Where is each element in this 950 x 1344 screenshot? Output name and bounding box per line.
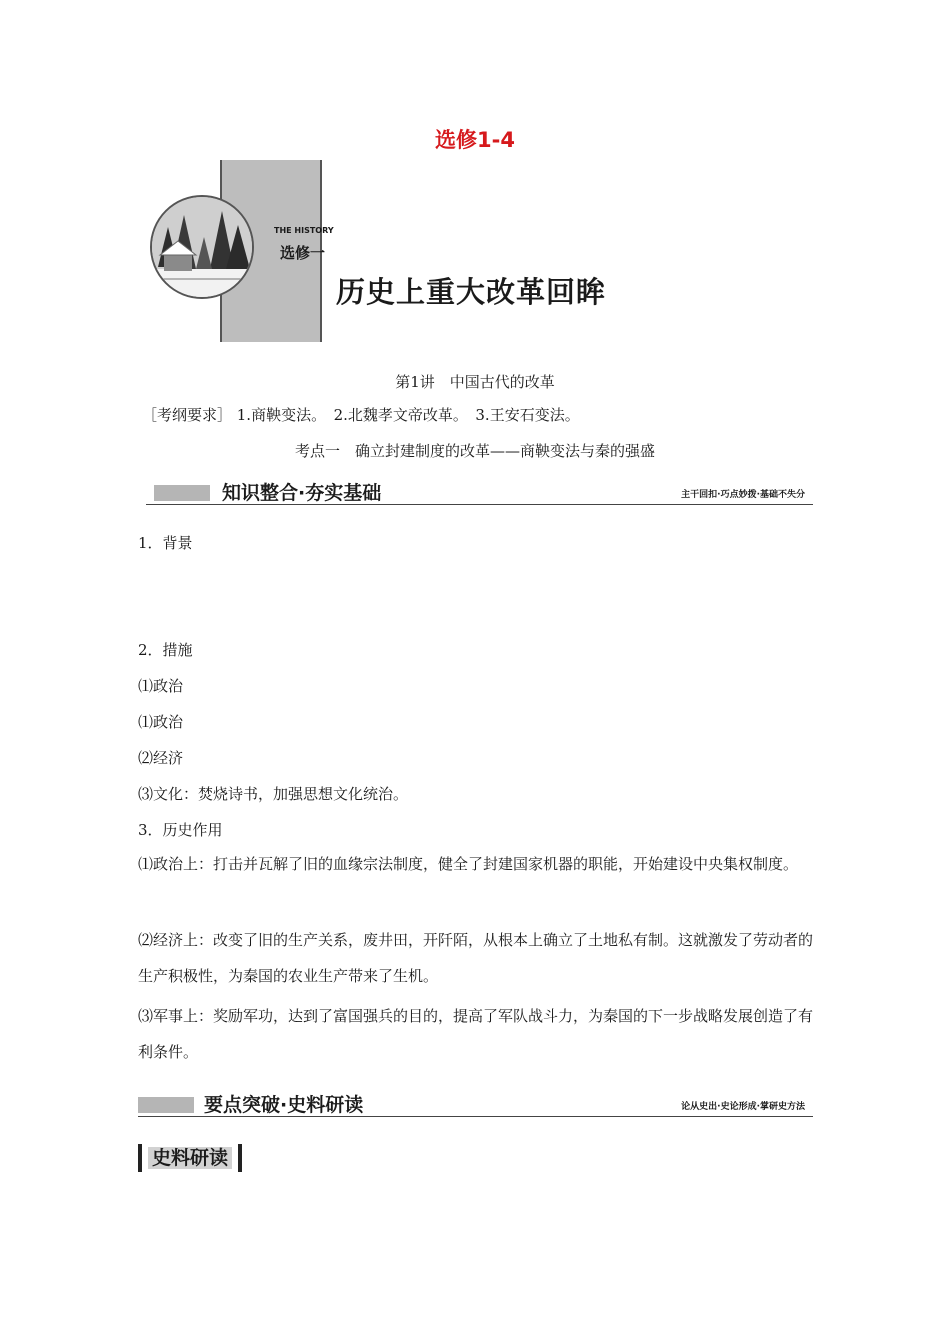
section-header-key-points [138,1090,813,1117]
winter-landscape-image [150,195,254,299]
item-politics-1: ⑴政治 [138,677,184,695]
item-economy: ⑵经济 [138,749,184,767]
syllabus-requirements: ［考纲要求］ 1.商鞅变法。 2.北魏孝文帝改革。 3.王安石变法。 [142,406,580,424]
banner-subtitle: 选修一 [280,244,326,262]
historical-material-label [138,1144,242,1172]
document-title: 选修1-4 [435,128,515,152]
item-measures: 2．措施 [138,641,193,659]
banner-tag: THE HISTORY [274,226,334,235]
section-header-tagline: 论从史出·史论形成·掌研史方法 [681,1102,805,1112]
item-politics-2: ⑴政治 [138,713,184,731]
section-header-block [154,485,210,501]
section-header-title: 知识整合·夯实基础 [222,482,382,504]
winter-landscape-icon [152,197,252,297]
item-historical-role: 3．历史作用 [138,821,223,839]
item-background: 1．背景 [138,534,193,552]
section-header-block [138,1097,194,1113]
banner-main-title: 历史上重大改革回眸 [336,275,607,309]
section-header-tagline: 主干回扣·巧点妙拨·基础不失分 [681,490,805,500]
item-culture: ⑶文化：焚烧诗书，加强思想文化统治。 [138,785,409,803]
label-text: 史料研读 [148,1147,232,1169]
role-economy: ⑵经济上：改变了旧的生产关系，废井田，开阡陌，从根本上确立了土地私有制。这就激发了劳动者的生产积极性，为秦国的农业生产带来了生机。 [138,931,814,985]
topic-title: 考点一 确立封建制度的改革——商鞅变法与秦的强盛 [294,442,655,460]
section-header-title: 要点突破·史料研读 [204,1094,364,1116]
chapter-banner [150,160,620,342]
section-header-knowledge [146,478,813,505]
role-politics: ⑴政治上：打击并瓦解了旧的血缘宗法制度，健全了封建国家机器的职能，开始建设中央集权制度。 [138,855,799,873]
lecture-title: 第1讲 中国古代的改革 [395,373,555,391]
role-military: ⑶军事上：奖励军功，达到了富国强兵的目的，提高了军队战斗力，为秦国的下一步战略发展创造了有利条件。 [138,1007,814,1061]
